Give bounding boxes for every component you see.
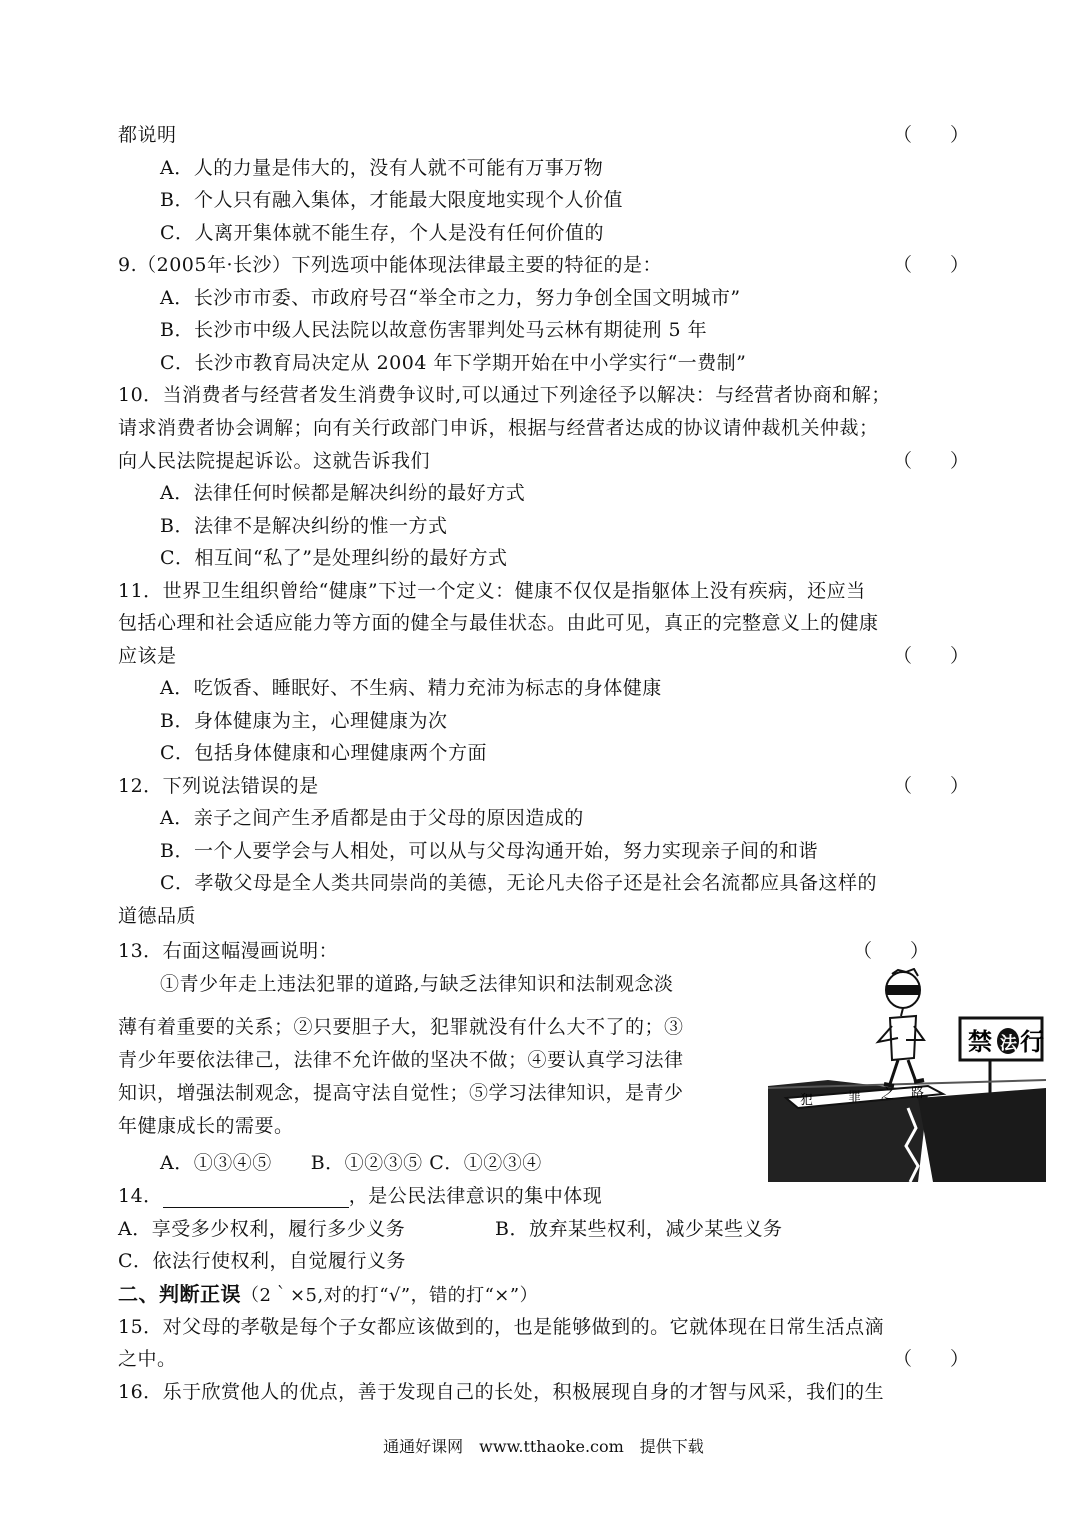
q12-option-c: C．孝敬父母是全人类共同崇尚的美德，无论凡夫俗子还是社会名流都应具备这样的 (160, 872, 878, 894)
q12-option-a: A．亲子之间产生矛盾都是由于父母的原因造成的 (160, 807, 584, 829)
q12-option-b: B．一个人要学会与人相处，可以从与父母沟通开始，努力实现亲子间的和谐 (160, 840, 818, 862)
section-heading-true-false (118, 1282, 538, 1308)
sign-char-1: 禁 (968, 1028, 992, 1056)
q13-statement-line-4: 知识，增强法制观念，提高守法自觉性；⑤学习法律知识，是青少 (118, 1082, 684, 1104)
page-footer: 通通好课网 www.tthaoke.com 提供下载 (383, 1437, 704, 1456)
q12-stem: 12．下列说法错误的是 (118, 775, 319, 797)
q13-statement-line-3: 青少年要依法律己，法律不允许做的坚决不做；④要认真学习法律 (118, 1049, 684, 1071)
q11-stem-line-2: 包括心理和社会适应能力等方面的健全与最佳状态。由此可见，真正的完整意义上的健康 (118, 612, 879, 634)
q10-option-a: A．法律任何时候都是解决纠纷的最好方式 (160, 482, 526, 504)
road-char-2: 罪 (848, 1090, 862, 1105)
q14-stem-text: ，是公民法律意识的集中体现 (348, 1185, 603, 1207)
q12-option-c-cont: 道德品质 (118, 905, 197, 927)
q14-stem (118, 1184, 602, 1208)
q15-line-1: 15．对父母的孝敬是每个子女都应该做到的，也是能够做到的。它就体现在日常生活点滴 (118, 1316, 885, 1338)
q8-option-b: B．个人只有融入集体，才能最大限度地实现个人价值 (160, 189, 623, 211)
q8-option-c: C．人离开集体就不能生存，个人是没有任何价值的 (160, 222, 605, 244)
q15-line-2: 之中。 (118, 1348, 177, 1370)
crime-road-cartoon (768, 968, 1046, 1182)
q16-line-1: 16．乐于欣赏他人的优点，善于发现自己的长处，积极展现自身的才智与风采，我们的生 (118, 1381, 885, 1403)
q11-stem-line-3: 应该是 (118, 645, 177, 667)
section-note: （2｀×5,对的打“√”，错的打“×”） (241, 1285, 539, 1306)
sign-char-2: 行 (1020, 1028, 1044, 1056)
section-title: 二、判断正误 (118, 1282, 241, 1306)
q14-number: 14． (118, 1185, 163, 1207)
right-cliff (918, 1088, 1046, 1182)
q11-option-c: C．包括身体健康和心理健康两个方面 (160, 742, 488, 764)
q8-answer-paren: （ ） (893, 124, 970, 146)
q14-option-c: C．依法行使权利，自觉履行义务 (118, 1250, 407, 1272)
q10-answer-paren: （ ） (893, 450, 970, 472)
q12-answer-paren: （ ） (893, 775, 970, 797)
q13-stem: 13．右面这幅漫画说明： (118, 940, 339, 962)
q11-stem-line-1: 11．世界卫生组织曾给“健康”下过一个定义：健康不仅仅是指躯体上没有疾病，还应当 (118, 580, 866, 602)
q13-statement-line-5: 年健康成长的需要。 (118, 1115, 294, 1137)
q9-option-c: C．长沙市教育局决定从 2004 年下学期开始在中小学实行“一费制” (160, 352, 747, 374)
q15-answer-paren: （ ） (893, 1348, 970, 1370)
q11-option-b: B．身体健康为主，心理健康为次 (160, 710, 448, 732)
q10-option-c: C．相互间“私了”是处理纠纷的最好方式 (160, 547, 508, 569)
q10-option-b: B．法律不是解决纠纷的惟一方式 (160, 515, 448, 537)
blindfolded-youth (878, 969, 924, 1086)
q13-statement-line-2: 薄有着重要的关系；②只要胆子大，犯罪就没有什么大不了的；③ (118, 1016, 684, 1038)
q11-option-a: A．吃饭香、睡眠好、不生病、精力充沛为标志的身体健康 (160, 677, 662, 699)
q8-option-a: A．人的力量是伟大的，没有人就不可能有万事万物 (160, 157, 604, 179)
q14-blank[interactable] (163, 1189, 349, 1208)
q10-stem-line-3: 向人民法院提起诉讼。这就告诉我们 (118, 450, 431, 472)
q8-stem-tail: 都说明 (118, 124, 177, 146)
q10-stem-line-2: 请求消费者协会调解；向有关行政部门申诉，根据与经营者达成的协议请仲裁机关仲裁； (118, 417, 879, 439)
q13-options: A．①③④⑤ B．①②③⑤ C．①②③④ (160, 1152, 542, 1174)
q14-option-b: B．放弃某些权利，减少某些义务 (495, 1218, 783, 1240)
q13-statement-line-1: ①青少年走上违法犯罪的道路,与缺乏法律知识和法制观念淡 (160, 973, 674, 995)
q9-stem: 9.（2005年·长沙）下列选项中能体现法律最主要的特征的是： (118, 254, 663, 276)
q9-option-a: A．长沙市市委、市政府号召“举全市之力，努力争创全国文明城市” (160, 287, 741, 309)
q14-option-a: A．享受多少权利，履行多少义务 (118, 1218, 406, 1240)
road-char-3: 之 (881, 1087, 895, 1102)
road-char-4: 路 (911, 1086, 925, 1101)
q11-answer-paren: （ ） (893, 645, 970, 667)
q10-stem-line-1: 10．当消费者与经营者发生消费争议时,可以通过下列途径予以解决：与经营者协商和解； (118, 384, 891, 406)
q13-answer-paren: （ ） (853, 940, 930, 962)
q9-option-b: B．长沙市中级人民法院以故意伤害罪判处马云林有期徒刑 5 年 (160, 319, 708, 341)
road-char-1: 犯 (800, 1093, 814, 1108)
sign-char-law: 法 (1000, 1034, 1017, 1054)
q9-answer-paren: （ ） (893, 254, 970, 276)
